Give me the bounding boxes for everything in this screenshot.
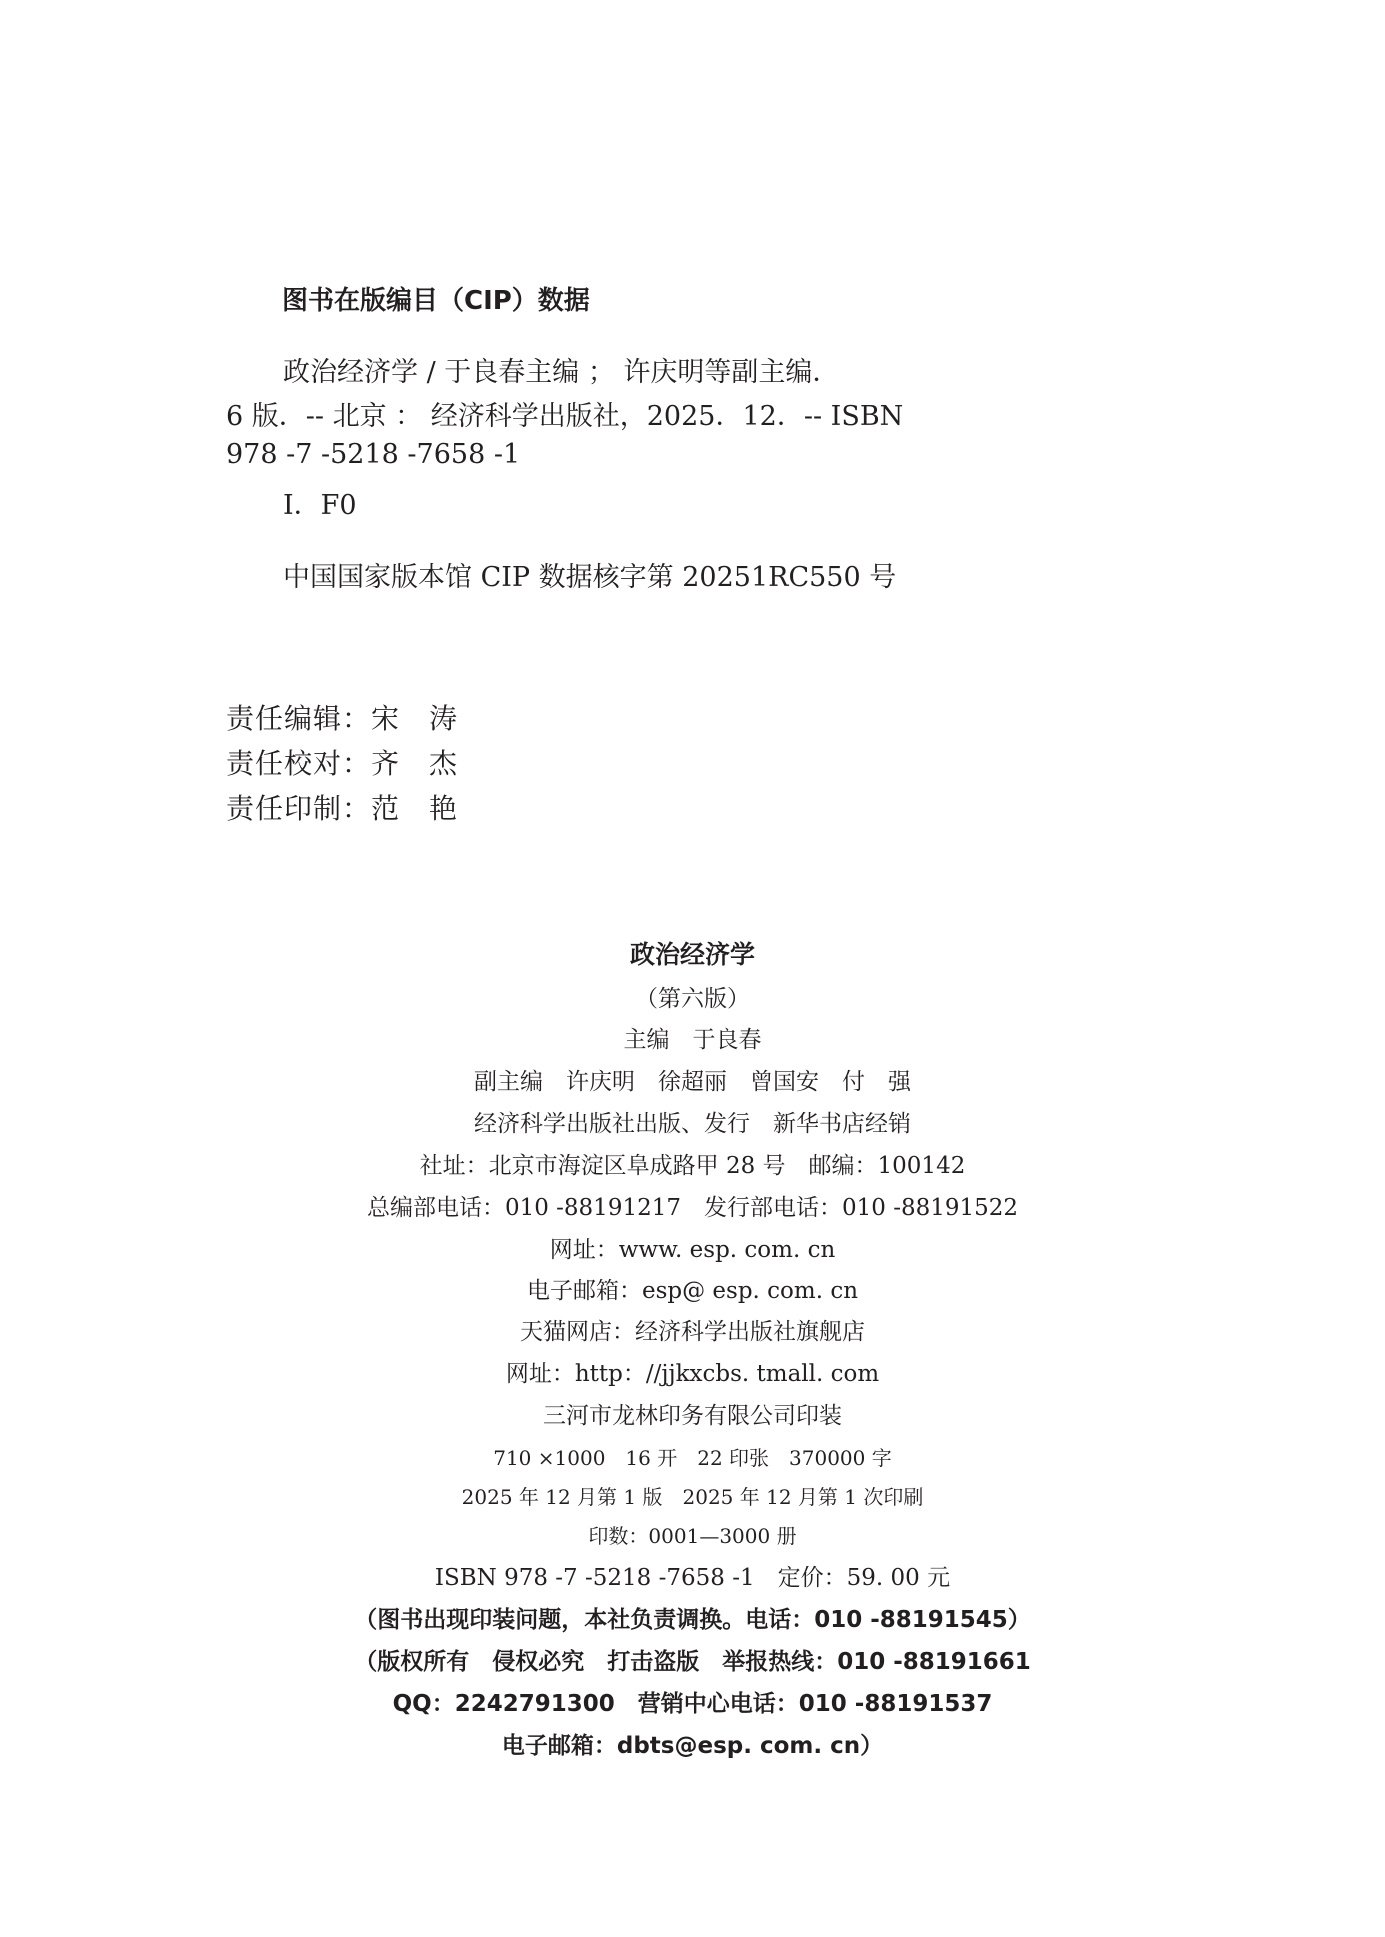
responsible-printing: 责任印制：范 艳 <box>226 792 459 825</box>
cip-line-classification: Ⅰ．F0 <box>283 490 357 521</box>
contact-email: 电子邮箱：dbts@esp. com. cn） <box>501 1733 884 1759</box>
cip-line-title: 政治经济学 / 于良春主编 ； 许庆明等副主编． <box>283 357 840 388</box>
publisher-phones: 总编部电话：010 -88191217 发行部电话：010 -88191522 <box>366 1195 1019 1221</box>
responsible-editor: 责任编辑：宋 涛 <box>226 702 459 735</box>
tmall-url: 网址：http：//jjkxcbs. tmall. com <box>505 1361 880 1387</box>
print-run: 印数：0001—3000 册 <box>588 1524 797 1548</box>
edition-label: （第六版） <box>635 986 750 1012</box>
book-title: 政治经济学 <box>629 940 755 969</box>
chief-editor: 主编 于良春 <box>623 1027 762 1053</box>
cip-heading: 图书在版编目（CIP）数据 <box>282 286 590 316</box>
format-line: 710 ×1000 16 开 22 印张 370000 字 <box>493 1446 892 1470</box>
print-history: 2025 年 12 月第 1 版 2025 年 12 月第 1 次印刷 <box>461 1485 924 1509</box>
contact-qq-marketing: QQ：2242791300 营销中心电话：010 -88191537 <box>392 1691 993 1717</box>
printer-line: 三河市龙林印务有限公司印装 <box>543 1403 842 1429</box>
publisher-line: 经济科学出版社出版、发行 新华书店经销 <box>474 1111 911 1137</box>
print-quality-notice: （图书出现印装问题，本社负责调换。电话：010 -88191545） <box>354 1607 1031 1633</box>
responsible-proofreader: 责任校对：齐 杰 <box>226 747 459 780</box>
copyright-notice: （版权所有 侵权必究 打击盗版 举报热线：010 -88191661 <box>354 1649 1031 1675</box>
cip-line-isbn: 978 -7 -5218 -7658 -1 <box>226 439 521 470</box>
publisher-address: 社址：北京市海淀区阜成路甲 28 号 邮编：100142 <box>419 1153 966 1179</box>
publisher-email: 电子邮箱：esp@ esp. com. cn <box>526 1278 859 1304</box>
cip-line-record-number: 中国国家版本馆 CIP 数据核字第 20251RC550 号 <box>283 562 897 593</box>
cip-line-edition: 6 版．-- 北京 ： 经济科学出版社，2025．12．-- ISBN <box>226 401 904 432</box>
deputy-editors: 副主编 许庆明 徐超丽 曾国安 付 强 <box>474 1069 911 1095</box>
isbn-price: ISBN 978 -7 -5218 -7658 -1 定价：59. 00 元 <box>434 1565 951 1591</box>
publisher-website: 网址：www. esp. com. cn <box>549 1237 836 1263</box>
tmall-store: 天猫网店：经济科学出版社旗舰店 <box>520 1319 865 1345</box>
